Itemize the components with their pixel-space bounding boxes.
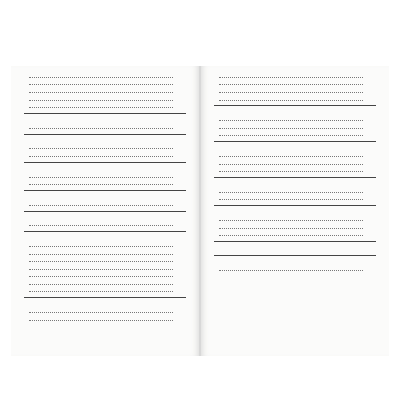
toc-leader-dots <box>29 291 173 292</box>
toc-leader-dots <box>29 184 173 185</box>
toc-entry <box>214 223 376 231</box>
toc-author <box>214 107 376 115</box>
toc-leader-dots <box>219 171 363 172</box>
toc-leader-dots <box>29 254 173 255</box>
toc-separator <box>214 205 376 206</box>
toc-author <box>214 207 376 215</box>
toc-leader-dots <box>219 192 363 193</box>
toc-entry <box>214 265 376 273</box>
toc-leader-dots <box>29 148 173 149</box>
toc-entry <box>214 151 376 159</box>
toc-leader-dots <box>29 284 173 285</box>
toc-author <box>24 213 186 221</box>
toc-leader-dots <box>219 135 363 136</box>
toc-leader-dots <box>29 261 173 262</box>
toc-leader-dots <box>29 205 173 206</box>
toc-entry <box>214 166 376 174</box>
toc-leader-dots <box>29 276 173 277</box>
right-toc-column <box>214 72 376 273</box>
toc-section-title <box>214 243 376 252</box>
toc-leader-dots <box>219 220 363 221</box>
toc-leader-dots <box>29 92 173 93</box>
left-toc-column <box>24 72 186 322</box>
toc-entry <box>214 87 376 95</box>
toc-author <box>214 143 376 151</box>
toc-author <box>214 257 376 265</box>
toc-leader-dots <box>29 225 173 226</box>
toc-leader-dots <box>219 199 363 200</box>
toc-entry <box>214 230 376 238</box>
toc-entry <box>24 151 186 159</box>
toc-separator <box>214 141 376 142</box>
toc-entry <box>24 200 186 208</box>
toc-leader-dots <box>29 107 173 108</box>
toc-entry <box>24 307 186 315</box>
toc-entry <box>24 279 186 287</box>
toc-separator <box>24 134 186 135</box>
toc-author <box>24 164 186 172</box>
toc-entry <box>24 256 186 264</box>
toc-separator <box>214 255 376 256</box>
toc-entry <box>24 272 186 280</box>
toc-leader-dots <box>29 177 173 178</box>
toc-separator <box>24 162 186 163</box>
toc-leader-dots <box>219 228 363 229</box>
toc-leader-dots <box>29 156 173 157</box>
toc-leader-dots <box>219 120 363 121</box>
toc-entry <box>24 249 186 257</box>
toc-entry <box>24 123 186 131</box>
toc-leader-dots <box>219 235 363 236</box>
toc-entry <box>214 115 376 123</box>
toc-author <box>24 299 186 307</box>
toc-entry <box>24 264 186 272</box>
toc-leader-dots <box>29 77 173 78</box>
toc-leader-dots <box>29 312 173 313</box>
toc-entry <box>24 315 186 323</box>
toc-leader-dots <box>219 92 363 93</box>
toc-separator <box>24 297 186 298</box>
toc-entry <box>24 80 186 88</box>
toc-entry <box>214 159 376 167</box>
toc-entry <box>214 131 376 139</box>
toc-separator <box>24 211 186 212</box>
toc-entry <box>24 241 186 249</box>
toc-leader-dots <box>219 84 363 85</box>
toc-leader-dots <box>29 128 173 129</box>
toc-leader-dots <box>219 100 363 101</box>
toc-entry <box>214 95 376 103</box>
toc-entry <box>214 123 376 131</box>
toc-entry <box>24 144 186 152</box>
toc-leader-dots <box>29 246 173 247</box>
toc-leader-dots <box>219 164 363 165</box>
toc-entry <box>24 179 186 187</box>
toc-leader-dots <box>219 77 363 78</box>
toc-entry <box>24 172 186 180</box>
toc-separator <box>24 113 186 114</box>
toc-separator <box>24 190 186 191</box>
toc-entry <box>214 80 376 88</box>
toc-leader-dots <box>219 156 363 157</box>
toc-entry <box>24 72 186 80</box>
toc-leader-dots <box>29 269 173 270</box>
toc-author <box>24 192 186 200</box>
toc-entry <box>24 102 186 110</box>
toc-entry <box>24 287 186 295</box>
toc-leader-dots <box>219 128 363 129</box>
toc-entry <box>214 72 376 80</box>
toc-author <box>24 136 186 144</box>
toc-author <box>24 115 186 123</box>
toc-entry <box>214 215 376 223</box>
toc-author <box>214 179 376 187</box>
toc-leader-dots <box>219 270 363 271</box>
toc-separator <box>214 177 376 178</box>
toc-leader-dots <box>29 320 173 321</box>
toc-leader-dots <box>29 84 173 85</box>
toc-entry <box>24 221 186 229</box>
toc-entry <box>214 187 376 195</box>
toc-separator <box>24 231 186 232</box>
toc-leader-dots <box>29 100 173 101</box>
toc-entry <box>24 87 186 95</box>
toc-author <box>24 233 186 241</box>
toc-entry <box>214 195 376 203</box>
toc-separator <box>214 241 376 242</box>
toc-separator <box>214 105 376 106</box>
toc-entry <box>24 95 186 103</box>
